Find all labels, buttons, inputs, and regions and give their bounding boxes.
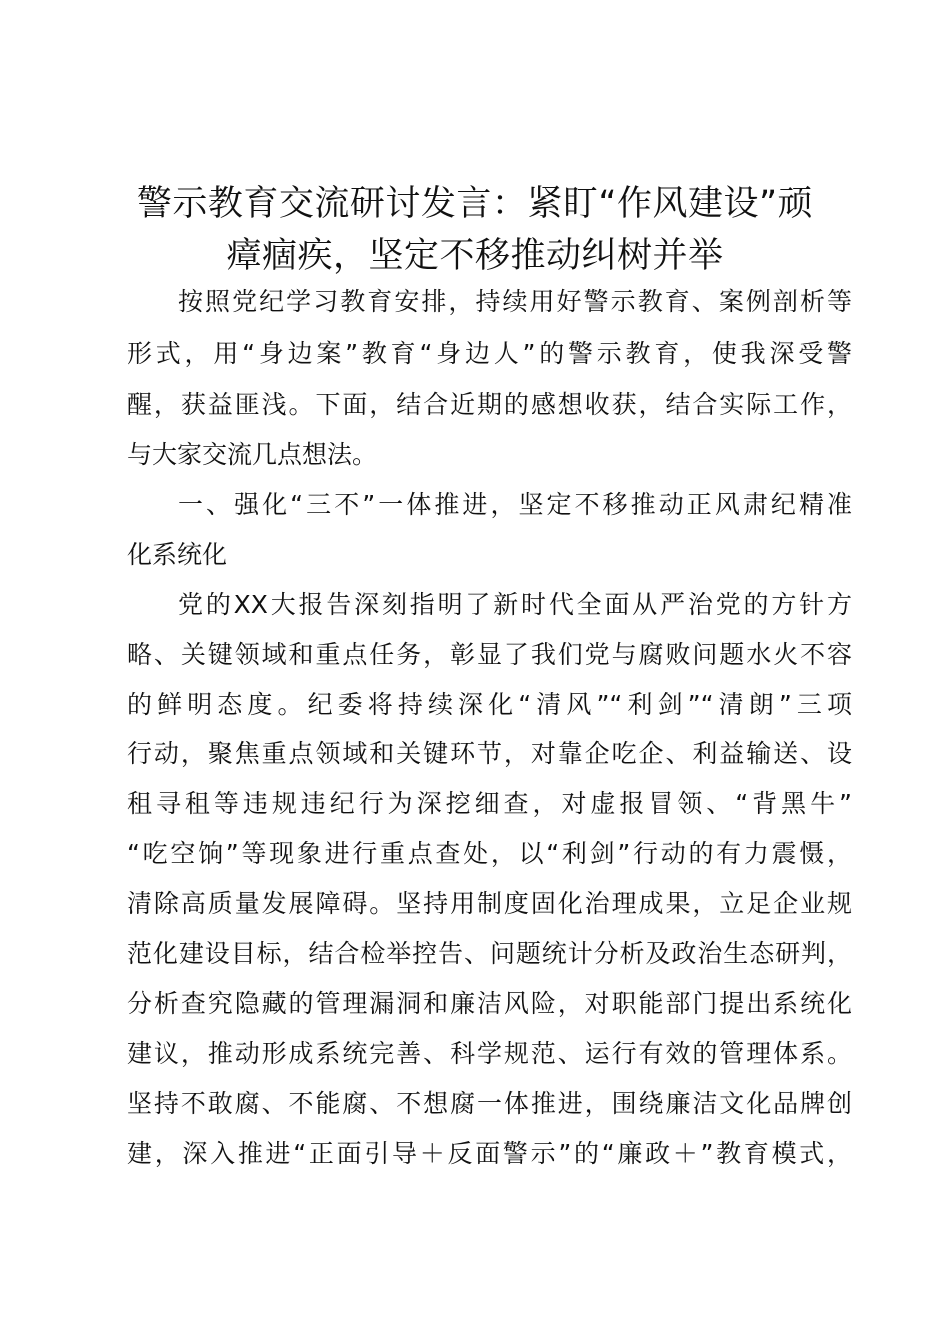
paragraph-3-line-1: 党的XX大报告深刻指明了新时代全面从严治党的方针方: [178, 590, 852, 619]
paragraph-1-line-3: 醒，获益匪浅。下面，结合近期的感想收获，结合实际工作，: [127, 390, 852, 419]
paragraph-3-line-4: 行动，聚焦重点领域和关键环节，对靠企吃企、利益输送、设: [127, 739, 852, 768]
paragraph-3-line-9: 分析查究隐藏的管理漏洞和廉洁风险，对职能部门提出系统化: [127, 989, 852, 1018]
paragraph-1-line-1: 按照党纪学习教育安排，持续用好警示教育、案例剖析等: [178, 287, 852, 316]
paragraph-1-line-2: 形式，用“身边案”教育“身边人”的警示教育，使我深受警: [127, 339, 852, 368]
paragraph-3-line-11: 坚持不敢腐、不能腐、不想腐一体推进，围绕廉洁文化品牌创: [127, 1089, 852, 1118]
paragraph-3-line-2: 略、关键领域和重点任务，彰显了我们党与腐败问题水火不容: [127, 640, 852, 669]
paragraph-3-line-7: 清除高质量发展障碍。坚持用制度固化治理成果，立足企业规: [127, 889, 852, 918]
paragraph-3-line-6: “吃空饷”等现象进行重点查处，以“利剑”行动的有力震慑，: [127, 839, 852, 868]
document-title: 警示教育交流研讨发言：紧盯“作风建设”顽瘴痼疾，坚定不移推动纠树并举: [136, 184, 814, 276]
paragraph-3-line-10: 建议，推动形成系统完善、科学规范、运行有效的管理体系。: [127, 1039, 852, 1068]
section-heading-line-1: 一、强化“三不”一体推进，坚定不移推动正风肃纪精准: [178, 490, 852, 519]
section-heading-line-2: 化系统化: [127, 540, 228, 569]
paragraph-3-line-3: 的鲜明态度。纪委将持续深化“清风”“利剑”“清朗”三项: [127, 690, 852, 719]
paragraph-3-line-8: 范化建设目标，结合检举控告、问题统计分析及政治生态研判，: [127, 939, 852, 968]
paragraph-3-line-5: 租寻租等违规违纪行为深挖细查，对虚报冒领、“背黑牛”: [127, 789, 852, 818]
paragraph-3-line-12: 建，深入推进“正面引导＋反面警示”的“廉政＋”教育模式，: [127, 1139, 852, 1168]
paragraph-1-line-4: 与大家交流几点想法。: [127, 440, 378, 469]
